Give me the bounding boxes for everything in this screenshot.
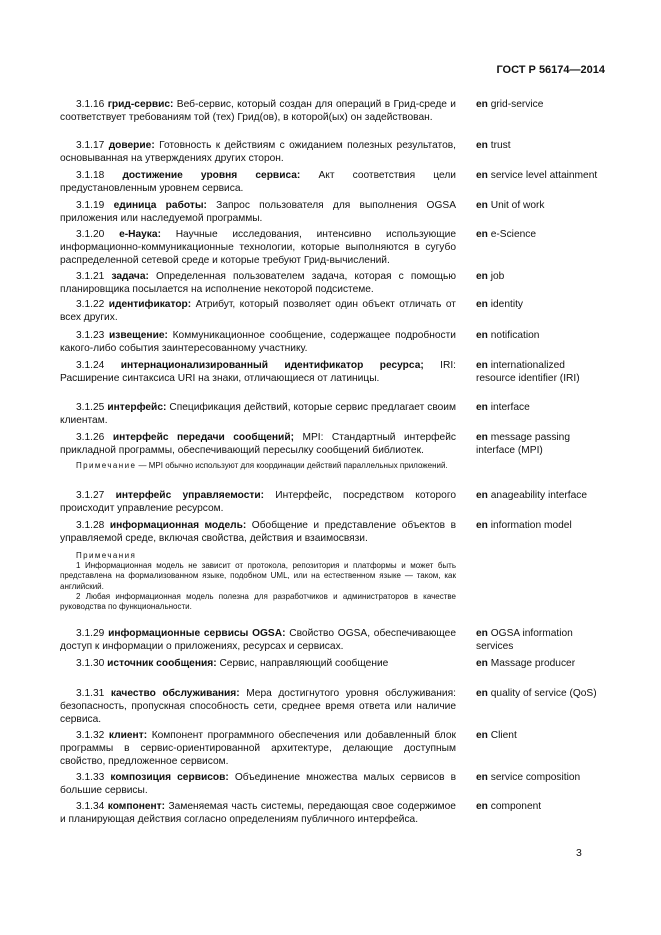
english-term: interface xyxy=(490,402,530,413)
term-definition xyxy=(60,401,456,427)
english-term: notification xyxy=(490,330,540,341)
term-text: Научные исследования, интенсивно использующие информационно-коммуникационные технологии, которые выполняются в сугубо распределенной сетевой среде и которые требуют Грид-вычислений. xyxy=(60,229,456,266)
note-label: Примечание xyxy=(76,461,137,470)
term-definition xyxy=(60,729,456,768)
english-term: Massage producer xyxy=(490,658,576,669)
english-term: identity xyxy=(490,299,524,310)
term-text: Сервис, направляющий сообщение xyxy=(219,658,389,669)
term-text: MPI: Стандартный интерфейс прикладной программы, обеспечивающий пересылку сообщений библиотек. xyxy=(60,432,456,456)
english-equivalent xyxy=(476,800,606,813)
term-text: Акт соответствия цели предустановленным уровнем сервиса. xyxy=(60,170,456,194)
english-equivalent xyxy=(476,519,606,532)
term-number: 3.1.19 xyxy=(76,200,105,211)
term-number: 3.1.21 xyxy=(76,271,105,282)
lang-code: en xyxy=(476,772,488,783)
lang-code: en xyxy=(476,229,488,240)
term-name: доверие: xyxy=(108,140,155,151)
term-text: Атрибут, который позволяет один объект отличать от всех других. xyxy=(60,299,456,323)
lang-code: en xyxy=(476,730,488,741)
lang-code: en xyxy=(476,490,488,501)
term-name: идентификатор: xyxy=(108,299,192,310)
term-text: Коммуникационное сообщение, содержащее подробности какого-либо события заинтересованному участнику. xyxy=(60,330,456,354)
term-name: информационная модель: xyxy=(109,520,247,531)
term-number: 3.1.20 xyxy=(76,229,105,240)
english-equivalent xyxy=(476,98,606,111)
term-definition xyxy=(60,139,456,165)
term-text: Запрос пользователя для выполнения OGSA приложения или наследуемой программы. xyxy=(60,200,456,224)
term-text: Обобщение и представление объектов в управляемой среде, включая свойства, действия и взаимосвязи. xyxy=(60,520,456,544)
term-number: 3.1.26 xyxy=(76,432,105,443)
term-text: Спецификация действий, которые сервис предлагает своим клиентам. xyxy=(60,402,457,426)
term-definition xyxy=(60,199,456,225)
english-term: component xyxy=(490,801,542,812)
lang-code: en xyxy=(476,360,488,371)
english-term: anageability interface xyxy=(490,490,588,501)
lang-code: en xyxy=(476,688,488,699)
lang-code: en xyxy=(476,658,488,669)
term-text: Готовность к действиям с ожиданием полезных результатов, основыванная на утверждениях других сторон. xyxy=(60,140,456,164)
term-name: компонент: xyxy=(107,801,166,812)
english-term: message passing interface (MPI) xyxy=(476,432,571,456)
term-text: Компонент программного обеспечения или добавленный блок программы в сервис-ориентированной архитектуре, делающие доступным свойство, предложенное сервисом. xyxy=(60,730,456,767)
term-definition xyxy=(60,98,456,124)
term-definition xyxy=(60,657,456,670)
term-text: Определенная пользователем задача, которая с помощью планировщика посылается на исполнение некоторой подсистеме. xyxy=(60,271,456,295)
term-name: интерфейс управляемости: xyxy=(115,490,265,501)
english-equivalent xyxy=(476,657,606,670)
english-term: job xyxy=(490,271,505,282)
document-header: ГОСТ Р 56174—2014 xyxy=(496,64,605,76)
english-equivalent xyxy=(476,228,606,241)
term-number: 3.1.28 xyxy=(76,520,105,531)
term-number: 3.1.30 xyxy=(76,658,105,669)
english-term: OGSA information services xyxy=(476,628,573,652)
english-equivalent xyxy=(476,627,606,653)
term-number: 3.1.24 xyxy=(76,360,105,371)
term-number: 3.1.22 xyxy=(76,299,105,310)
lang-code: en xyxy=(476,432,488,443)
term-name: грид-сервис: xyxy=(107,99,174,110)
term-text: Интерфейс, посредством которого происходит управление ресурсом. xyxy=(60,490,456,514)
english-equivalent xyxy=(476,270,606,283)
page-number: 3 xyxy=(576,847,582,859)
english-term: service composition xyxy=(490,772,581,783)
term-name: е-Наука: xyxy=(119,229,161,240)
term-definition xyxy=(60,359,456,385)
notes-information-model xyxy=(60,551,456,612)
term-definition xyxy=(60,270,456,296)
term-definition xyxy=(60,800,456,826)
term-name: достижение уровня сервиса: xyxy=(122,170,301,181)
term-definition xyxy=(60,771,456,797)
english-equivalent xyxy=(476,298,606,311)
english-equivalent xyxy=(476,687,606,700)
english-term: trust xyxy=(490,140,511,151)
english-equivalent xyxy=(476,401,606,414)
term-text: Свойство OGSA, обеспечивающее доступ к информации о приложениях, ресурсах и сервисах. xyxy=(60,628,456,652)
term-text: Объединение множества малых сервисов в большие сервисы. xyxy=(60,772,456,796)
lang-code: en xyxy=(476,520,488,531)
term-name: задача: xyxy=(111,271,149,282)
english-equivalent xyxy=(476,199,606,212)
english-term: Unit of work xyxy=(490,200,545,211)
lang-code: en xyxy=(476,140,488,151)
english-equivalent xyxy=(476,771,606,784)
english-equivalent xyxy=(476,431,606,457)
term-name: интерфейс: xyxy=(107,402,167,413)
note-mpi xyxy=(60,461,456,471)
term-definition xyxy=(60,627,456,653)
english-term: Client xyxy=(490,730,517,741)
english-equivalent xyxy=(476,139,606,152)
term-text: IRI: Расширение синтаксиса URI на знаки, отличающиеся от латиницы. xyxy=(60,360,456,384)
lang-code: en xyxy=(476,200,488,211)
term-number: 3.1.33 xyxy=(76,772,105,783)
lang-code: en xyxy=(476,402,488,413)
term-definition xyxy=(60,687,456,726)
term-number: 3.1.27 xyxy=(76,490,105,501)
lang-code: en xyxy=(476,801,488,812)
note-item: 2 Любая информационная модель полезна для разработчиков и администраторов в качестве руководства по функциональности. xyxy=(60,591,456,612)
english-equivalent xyxy=(476,729,606,742)
term-number: 3.1.34 xyxy=(76,801,105,812)
english-term: quality of service (QoS) xyxy=(490,688,597,699)
term-name: интернационализированный идентификатор ресурса; xyxy=(120,360,424,371)
english-term: service level attainment xyxy=(490,170,598,181)
term-definition xyxy=(60,228,456,267)
term-name: источник сообщения: xyxy=(107,658,217,669)
english-term: internationalized resource identifier (IRI) xyxy=(476,360,580,384)
term-definition xyxy=(60,431,456,457)
note-text: — MPI обычно используют для координации действий параллельных приложений. xyxy=(138,461,448,470)
term-name: качество обслуживания: xyxy=(110,688,240,699)
term-number: 3.1.18 xyxy=(76,170,105,181)
term-number: 3.1.17 xyxy=(76,140,105,151)
term-number: 3.1.31 xyxy=(76,688,105,699)
term-text: Мера достигнутого уровня обслуживания: безопасность, пропускная способность сети, среднее время ответа или наличие сервиса. xyxy=(60,688,456,725)
term-text: Веб-сервис, который создан для операций в Грид-среде и соответствует требованиям той (тех) Грид(ов), в которой(ых) он задействован. xyxy=(60,99,456,123)
notes-label: Примечания xyxy=(76,551,137,560)
term-text: Заменяемая часть системы, передающая свое содержимое и планирующая действия согласно определениям публичного интерфейса. xyxy=(60,801,456,825)
lang-code: en xyxy=(476,99,488,110)
lang-code: en xyxy=(476,628,488,639)
note-item: 1 Информационная модель не зависит от протокола, репозитория и платформы и может быть представлена на формализованном языке, подобном UML, или на естественном языке — таком, как английский. xyxy=(60,561,456,591)
term-number: 3.1.23 xyxy=(76,330,105,341)
english-term: e-Science xyxy=(490,229,537,240)
lang-code: en xyxy=(476,330,488,341)
term-number: 3.1.32 xyxy=(76,730,105,741)
term-name: извещение: xyxy=(109,330,168,341)
term-definition xyxy=(60,489,456,515)
term-number: 3.1.29 xyxy=(76,628,105,639)
english-equivalent xyxy=(476,169,606,182)
lang-code: en xyxy=(476,170,488,181)
english-equivalent xyxy=(476,489,606,502)
lang-code: en xyxy=(476,271,488,282)
term-name: интерфейс передачи сообщений; xyxy=(112,432,294,443)
term-definition xyxy=(60,298,456,324)
term-definition xyxy=(60,519,456,545)
term-name: композиция сервисов: xyxy=(110,772,229,783)
lang-code: en xyxy=(476,299,488,310)
term-name: информационные сервисы OGSA: xyxy=(108,628,286,639)
term-definition xyxy=(60,169,456,195)
english-equivalent xyxy=(476,359,606,385)
english-term: information model xyxy=(490,520,572,531)
term-number: 3.1.16 xyxy=(76,99,105,110)
term-number: 3.1.25 xyxy=(76,402,105,413)
term-name: единица работы: xyxy=(113,200,207,211)
english-equivalent xyxy=(476,329,606,342)
english-term: grid-service xyxy=(490,99,544,110)
term-name: клиент: xyxy=(108,730,148,741)
term-definition xyxy=(60,329,456,355)
